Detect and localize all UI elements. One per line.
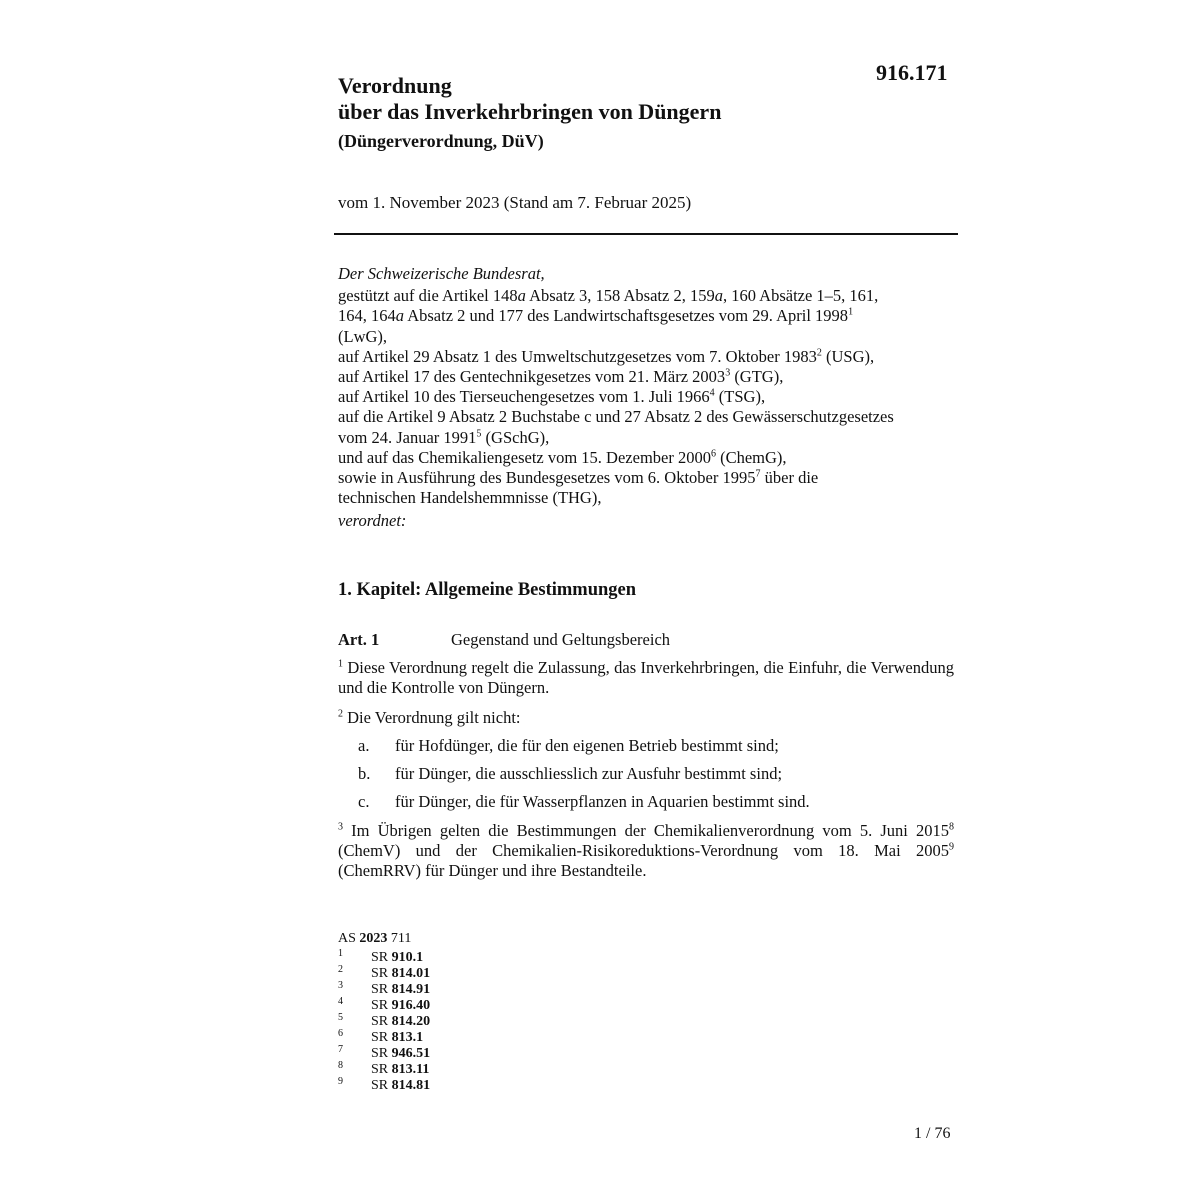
footnote-prefix: SR (371, 1062, 389, 1077)
article-number: Art. 1 (338, 630, 380, 649)
paragraph-number: 3 (338, 821, 343, 833)
paragraph-text: (ChemV) und der Chemikalien-Risikoreduktions-Verordnung vom 18. Mai 2005 (338, 841, 949, 860)
official-collection-ref (338, 931, 411, 947)
footnote-link[interactable]: 910.1 (391, 950, 424, 965)
as-year: 2023 (359, 931, 388, 946)
preamble-intro: Der Schweizerische Bundesrat, (338, 264, 545, 283)
chapter-heading: 1. Kapitel: Allgemeine Bestimmungen (338, 580, 637, 600)
list-item-letter: a. (358, 736, 370, 755)
footnote-link[interactable]: 946.51 (391, 1046, 431, 1061)
list-item-letter: c. (358, 792, 370, 811)
paragraph-2 (338, 708, 954, 728)
title-line-2: über das Inverkehrbringen von Düngern (338, 99, 722, 124)
paragraph-3 (338, 821, 954, 881)
footnote-link[interactable]: 814.81 (391, 1078, 431, 1093)
footnote-number: 4 (338, 996, 343, 1007)
preamble-closing: verordnet: (338, 511, 407, 531)
date-line: vom 1. November 2023 (Stand am 7. Februar 2025) (338, 193, 692, 212)
footnote-prefix: SR (371, 1046, 389, 1061)
list-item-text: für Dünger, die für Wasserpflanzen in Aquarien bestimmt sind. (395, 792, 810, 811)
list-item-text: für Dünger, die ausschliesslich zur Ausfuhr bestimmt sind; (395, 764, 783, 783)
footnote-number: 3 (338, 980, 343, 991)
footnote-ref[interactable]: 9 (949, 841, 954, 853)
footnote-number: 1 (338, 948, 343, 959)
paragraph-1 (338, 658, 954, 698)
footnote-prefix: SR (371, 1014, 389, 1029)
paragraph-text: Diese Verordnung regelt die Zulassung, das Inverkehrbringen, die Einfuhr, die Verwendung und die Kontrolle von Düngern. (338, 658, 954, 697)
title-divider (334, 233, 958, 235)
footnote-prefix: SR (371, 1078, 389, 1093)
footnote-ref[interactable]: 2 (816, 347, 822, 359)
title-block (338, 73, 898, 154)
article-title: Gegenstand und Geltungsbereich (451, 630, 671, 649)
footnote-number: 2 (338, 964, 343, 975)
sr-number: 916.171 (876, 60, 948, 85)
paragraph-text: Die Verordnung gilt nicht: (347, 708, 521, 727)
footnote-link[interactable]: 813.1 (391, 1030, 424, 1045)
footnote-number: 9 (338, 1076, 343, 1087)
footnote-ref[interactable]: 8 (949, 821, 954, 833)
footnote-link[interactable]: 814.20 (391, 1014, 431, 1029)
footnote-prefix: SR (371, 998, 389, 1013)
paragraph-number: 1 (338, 658, 343, 670)
footnote-number: 8 (338, 1060, 343, 1071)
subtitle: (Düngerverordnung, DüV) (338, 131, 544, 151)
footnote-prefix: SR (371, 950, 389, 965)
footnote-number: 7 (338, 1044, 343, 1055)
footnote-ref[interactable]: 6 (710, 448, 716, 460)
preamble (338, 264, 958, 532)
footnote-link[interactable]: 814.91 (391, 982, 431, 997)
paragraph-text: (ChemRRV) für Dünger und ihre Bestandteile. (338, 861, 647, 880)
list-item-letter: b. (358, 764, 371, 783)
footnote-ref[interactable]: 7 (755, 468, 761, 480)
footnote-link[interactable]: 813.11 (391, 1062, 430, 1077)
paragraph-number: 2 (338, 708, 343, 720)
preamble-body: gestützt auf die Artikel 148a Absatz 3, 158 Absatz 2, 159a, 160 Absätze 1–5, 161, 164, 164a Absatz 2 und 177 des Landwirtschaftsgesetzes vom 29. April 1998$^1$ (LwG), auf Artikel 29 Absatz 1 des Umweltschutzgesetzes vom 7. Oktober 1983$^2$ (USG), auf Artikel 17 des Gentechnikgesetzes vom 21. März 2003$^3$ (GTG), auf Artikel 10 des Tierseuchengesetzes vom 1. Juli 1966$^4$ (TSG), auf die Artikel 9 Absatz 2 Buchstabe c und 27 Absatz 2 des Gewässerschutzgesetzes vom 24. Januar 1991$^5$ (GSchG), und auf das Chemikaliengesetz vom 15. Dezember 2000$^6$ (ChemG), sowie in Ausführung des Bundesgesetzes vom 6. Oktober 1995$^7$ über die technischen Handelshemmnisse (THG), (338, 286, 894, 508)
footnote-prefix: SR (371, 982, 389, 997)
as-page: 711 (390, 931, 412, 946)
footnote-link[interactable]: 916.40 (391, 998, 431, 1013)
footnote-ref[interactable]: 1 (848, 306, 854, 318)
title-line-1: Verordnung (338, 73, 452, 98)
footnote-ref[interactable]: 5 (476, 428, 482, 440)
as-prefix: AS (338, 931, 356, 946)
footnote-prefix: SR (371, 966, 389, 981)
list-item-text: für Hofdünger, die für den eigenen Betrieb bestimmt sind; (395, 736, 779, 755)
footnote-prefix: SR (371, 1030, 389, 1045)
footnote-link[interactable]: 814.01 (391, 966, 431, 981)
page-number: 1 / 76 (914, 1125, 951, 1142)
footnote-ref[interactable]: 3 (725, 367, 731, 379)
footnote-number: 6 (338, 1028, 343, 1039)
footnote-number: 5 (338, 1012, 343, 1023)
paragraph-text: Im Übrigen gelten die Bestimmungen der Chemikalienverordnung vom 5. Juni 2015 (351, 821, 949, 840)
footnote-ref[interactable]: 4 (709, 387, 715, 399)
